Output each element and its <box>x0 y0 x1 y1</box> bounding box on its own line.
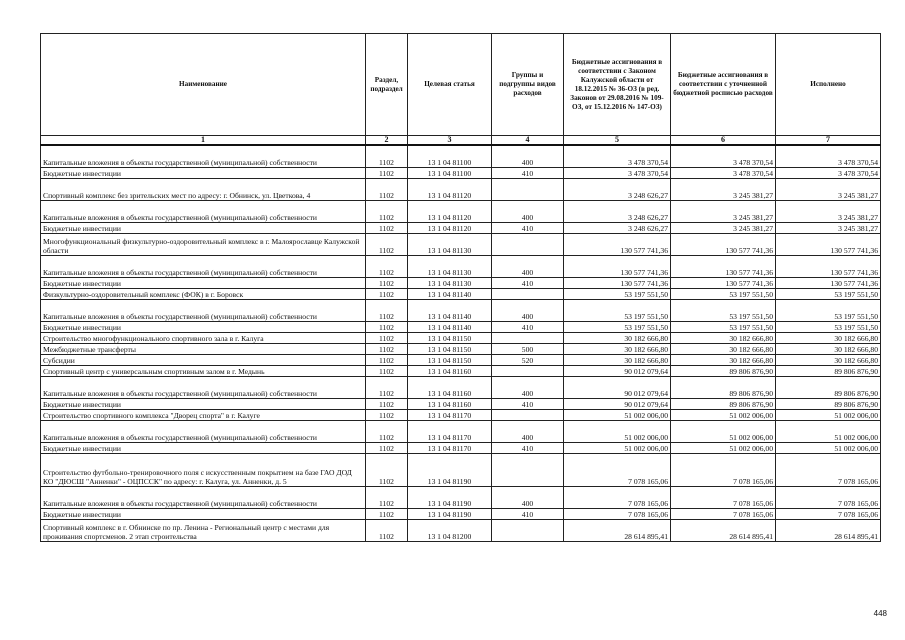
row-section: 1102 <box>366 486 408 508</box>
row-target-article: 13 1 04 81150 <box>408 332 492 343</box>
row-section: 1102 <box>366 321 408 332</box>
row-name: Капитальные вложения в объекты государственной (муниципальной) собственности <box>41 145 366 167</box>
table-row <box>41 178 881 200</box>
row-name: Спортивный центр с универсальным спортивным залом в г. Медынь <box>41 365 366 376</box>
row-expense-group <box>492 288 564 299</box>
header-target-article: Целевая статья <box>408 34 492 136</box>
row-law-allocation: 53 197 551,50 <box>564 299 671 321</box>
row-target-article: 13 1 04 81140 <box>408 299 492 321</box>
row-target-article: 13 1 04 81190 <box>408 486 492 508</box>
row-law-allocation: 7 078 165,06 <box>564 453 671 486</box>
row-target-article: 13 1 04 81160 <box>408 365 492 376</box>
row-executed: 30 182 666,80 <box>776 332 881 343</box>
row-name: Спортивный комплекс в г. Обнинске по пр. Ленина - Региональный центр с местами для проживания спортсменов. 2 этап строительства <box>41 519 366 541</box>
row-refined-allocation: 30 182 666,80 <box>671 354 776 365</box>
row-law-allocation: 53 197 551,50 <box>564 288 671 299</box>
row-name: Капитальные вложения в объекты государственной (муниципальной) собственности <box>41 200 366 222</box>
row-executed: 3 478 370,54 <box>776 145 881 167</box>
row-target-article: 13 1 04 81130 <box>408 277 492 288</box>
row-target-article: 13 1 04 81140 <box>408 321 492 332</box>
column-number: 5 <box>564 136 671 146</box>
row-executed: 130 577 741,36 <box>776 255 881 277</box>
table-row <box>41 321 881 332</box>
row-refined-allocation: 28 614 895,41 <box>671 519 776 541</box>
row-refined-allocation: 30 182 666,80 <box>671 332 776 343</box>
row-expense-group <box>492 233 564 255</box>
row-name: Субсидии <box>41 354 366 365</box>
row-target-article: 13 1 04 81150 <box>408 343 492 354</box>
row-refined-allocation: 3 478 370,54 <box>671 167 776 178</box>
table-row <box>41 167 881 178</box>
row-refined-allocation: 3 245 381,27 <box>671 222 776 233</box>
table-row <box>41 365 881 376</box>
row-target-article: 13 1 04 81130 <box>408 233 492 255</box>
row-expense-group: 520 <box>492 354 564 365</box>
row-section: 1102 <box>366 420 408 442</box>
row-section: 1102 <box>366 343 408 354</box>
row-name: Капитальные вложения в объекты государственной (муниципальной) собственности <box>41 486 366 508</box>
row-section: 1102 <box>366 233 408 255</box>
row-section: 1102 <box>366 376 408 398</box>
row-law-allocation: 3 478 370,54 <box>564 145 671 167</box>
row-section: 1102 <box>366 200 408 222</box>
budget-table <box>40 33 881 542</box>
row-section: 1102 <box>366 442 408 453</box>
row-name: Капитальные вложения в объекты государственной (муниципальной) собственности <box>41 420 366 442</box>
row-law-allocation: 130 577 741,36 <box>564 233 671 255</box>
row-expense-group: 410 <box>492 321 564 332</box>
row-law-allocation: 7 078 165,06 <box>564 508 671 519</box>
row-expense-group: 410 <box>492 442 564 453</box>
row-expense-group <box>492 178 564 200</box>
row-law-allocation: 90 012 079,64 <box>564 376 671 398</box>
row-expense-group: 500 <box>492 343 564 354</box>
row-expense-group: 400 <box>492 200 564 222</box>
row-law-allocation: 51 002 006,00 <box>564 442 671 453</box>
row-target-article: 13 1 04 81120 <box>408 178 492 200</box>
row-target-article: 13 1 04 81170 <box>408 442 492 453</box>
column-number: 6 <box>671 136 776 146</box>
header-name: Наименование <box>41 34 366 136</box>
row-executed: 89 806 876,90 <box>776 398 881 409</box>
row-executed: 51 002 006,00 <box>776 409 881 420</box>
table-row <box>41 200 881 222</box>
row-executed: 3 478 370,54 <box>776 167 881 178</box>
row-target-article: 13 1 04 81120 <box>408 200 492 222</box>
row-law-allocation: 30 182 666,80 <box>564 332 671 343</box>
table-row <box>41 222 881 233</box>
row-law-allocation: 3 248 626,27 <box>564 178 671 200</box>
table-row <box>41 288 881 299</box>
row-name: Капитальные вложения в объекты государственной (муниципальной) собственности <box>41 376 366 398</box>
table-row <box>41 442 881 453</box>
row-refined-allocation: 89 806 876,90 <box>671 365 776 376</box>
row-expense-group: 410 <box>492 398 564 409</box>
row-executed: 51 002 006,00 <box>776 442 881 453</box>
row-expense-group: 400 <box>492 376 564 398</box>
row-law-allocation: 3 248 626,27 <box>564 222 671 233</box>
row-executed: 28 614 895,41 <box>776 519 881 541</box>
column-number-row <box>41 136 881 146</box>
row-expense-group: 400 <box>492 145 564 167</box>
column-number: 4 <box>492 136 564 146</box>
row-section: 1102 <box>366 332 408 343</box>
table-row <box>41 376 881 398</box>
table-row <box>41 486 881 508</box>
row-executed: 53 197 551,50 <box>776 288 881 299</box>
page-number: 448 <box>873 609 887 618</box>
row-expense-group: 400 <box>492 420 564 442</box>
row-name: Бюджетные инвестиции <box>41 442 366 453</box>
row-name: Бюджетные инвестиции <box>41 167 366 178</box>
row-expense-group: 410 <box>492 222 564 233</box>
row-refined-allocation: 3 478 370,54 <box>671 145 776 167</box>
row-target-article: 13 1 04 81200 <box>408 519 492 541</box>
row-law-allocation: 90 012 079,64 <box>564 365 671 376</box>
row-refined-allocation: 130 577 741,36 <box>671 277 776 288</box>
row-law-allocation: 130 577 741,36 <box>564 255 671 277</box>
table-row <box>41 299 881 321</box>
row-refined-allocation: 7 078 165,06 <box>671 453 776 486</box>
row-executed: 3 245 381,27 <box>776 178 881 200</box>
row-name: Капитальные вложения в объекты государственной (муниципальной) собственности <box>41 255 366 277</box>
row-section: 1102 <box>366 398 408 409</box>
table-row <box>41 409 881 420</box>
row-expense-group <box>492 365 564 376</box>
header-law-allocations: Бюджетные ассигнования в соответствии с Законом Калужской области от 18.12.2015 № 36-ОЗ (в ред. Законов от 29.08.2016 № 109-ОЗ, от 15.12.2016 № 147-ОЗ) <box>564 34 671 136</box>
table-row <box>41 277 881 288</box>
row-name: Бюджетные инвестиции <box>41 277 366 288</box>
row-name: Капитальные вложения в объекты государственной (муниципальной) собственности <box>41 299 366 321</box>
row-law-allocation: 7 078 165,06 <box>564 486 671 508</box>
row-section: 1102 <box>366 508 408 519</box>
row-refined-allocation: 130 577 741,36 <box>671 255 776 277</box>
row-executed: 53 197 551,50 <box>776 321 881 332</box>
row-expense-group <box>492 409 564 420</box>
row-target-article: 13 1 04 81150 <box>408 354 492 365</box>
header-refined-allocations: Бюджетные ассигнования в соответствии с уточненной бюджетной росписью расходов <box>671 34 776 136</box>
table-row <box>41 519 881 541</box>
row-name: Бюджетные инвестиции <box>41 398 366 409</box>
table-row <box>41 453 881 486</box>
header-section: Раздел, подраздел <box>366 34 408 136</box>
row-executed: 51 002 006,00 <box>776 420 881 442</box>
column-number: 3 <box>408 136 492 146</box>
row-name: Физкультурно-оздоровительный комплекс (ФОК) в г. Боровск <box>41 288 366 299</box>
row-name: Строительство футбольно-тренировочного поля с искусственным покрытием на базе ГАО ДОД КО "ДЮСШ "Анненки" - ОЦПССК" по адресу: г. Калуга, ул. Анненки, д. 5 <box>41 453 366 486</box>
row-refined-allocation: 30 182 666,80 <box>671 343 776 354</box>
row-executed: 7 078 165,06 <box>776 508 881 519</box>
column-number: 1 <box>41 136 366 146</box>
row-target-article: 13 1 04 81100 <box>408 145 492 167</box>
row-executed: 7 078 165,06 <box>776 453 881 486</box>
row-executed: 7 078 165,06 <box>776 486 881 508</box>
row-target-article: 13 1 04 81160 <box>408 398 492 409</box>
row-target-article: 13 1 04 81170 <box>408 409 492 420</box>
table-body <box>41 145 881 541</box>
row-section: 1102 <box>366 365 408 376</box>
row-executed: 30 182 666,80 <box>776 354 881 365</box>
table-row <box>41 420 881 442</box>
row-section: 1102 <box>366 222 408 233</box>
table-row <box>41 343 881 354</box>
table-row <box>41 255 881 277</box>
header-row <box>41 34 881 136</box>
row-section: 1102 <box>366 453 408 486</box>
row-section: 1102 <box>366 277 408 288</box>
row-target-article: 13 1 04 81160 <box>408 376 492 398</box>
table-row <box>41 508 881 519</box>
row-section: 1102 <box>366 145 408 167</box>
row-law-allocation: 3 478 370,54 <box>564 167 671 178</box>
row-target-article: 13 1 04 81170 <box>408 420 492 442</box>
row-refined-allocation: 130 577 741,36 <box>671 233 776 255</box>
row-name: Спортивный комплекс без зрительских мест по адресу: г. Обнинск, ул. Цветкова, 4 <box>41 178 366 200</box>
row-law-allocation: 90 012 079,64 <box>564 398 671 409</box>
row-refined-allocation: 89 806 876,90 <box>671 376 776 398</box>
row-expense-group: 410 <box>492 167 564 178</box>
row-refined-allocation: 7 078 165,06 <box>671 486 776 508</box>
table-row <box>41 233 881 255</box>
table-row <box>41 398 881 409</box>
row-section: 1102 <box>366 178 408 200</box>
row-name: Бюджетные инвестиции <box>41 508 366 519</box>
row-executed: 3 245 381,27 <box>776 222 881 233</box>
row-law-allocation: 51 002 006,00 <box>564 420 671 442</box>
row-refined-allocation: 3 245 381,27 <box>671 178 776 200</box>
row-target-article: 13 1 04 81190 <box>408 453 492 486</box>
row-section: 1102 <box>366 167 408 178</box>
row-expense-group: 410 <box>492 277 564 288</box>
row-law-allocation: 51 002 006,00 <box>564 409 671 420</box>
row-executed: 3 245 381,27 <box>776 200 881 222</box>
row-executed: 130 577 741,36 <box>776 277 881 288</box>
row-refined-allocation: 53 197 551,50 <box>671 299 776 321</box>
row-expense-group <box>492 519 564 541</box>
row-executed: 89 806 876,90 <box>776 376 881 398</box>
table-row <box>41 332 881 343</box>
row-section: 1102 <box>366 288 408 299</box>
row-name: Бюджетные инвестиции <box>41 321 366 332</box>
row-law-allocation: 3 248 626,27 <box>564 200 671 222</box>
row-executed: 130 577 741,36 <box>776 233 881 255</box>
row-expense-group <box>492 332 564 343</box>
row-law-allocation: 30 182 666,80 <box>564 354 671 365</box>
row-refined-allocation: 53 197 551,50 <box>671 321 776 332</box>
table-row <box>41 145 881 167</box>
row-law-allocation: 130 577 741,36 <box>564 277 671 288</box>
header-executed: Исполнено <box>776 34 881 136</box>
row-executed: 30 182 666,80 <box>776 343 881 354</box>
row-executed: 89 806 876,90 <box>776 365 881 376</box>
row-law-allocation: 53 197 551,50 <box>564 321 671 332</box>
header-expense-groups: Группы и подгруппы видов расходов <box>492 34 564 136</box>
row-section: 1102 <box>366 354 408 365</box>
row-target-article: 13 1 04 81190 <box>408 508 492 519</box>
row-expense-group <box>492 453 564 486</box>
row-target-article: 13 1 04 81100 <box>408 167 492 178</box>
row-refined-allocation: 7 078 165,06 <box>671 508 776 519</box>
row-expense-group: 400 <box>492 486 564 508</box>
row-section: 1102 <box>366 255 408 277</box>
table-row <box>41 354 881 365</box>
row-target-article: 13 1 04 81130 <box>408 255 492 277</box>
row-law-allocation: 30 182 666,80 <box>564 343 671 354</box>
row-refined-allocation: 3 245 381,27 <box>671 200 776 222</box>
row-section: 1102 <box>366 409 408 420</box>
row-name: Строительство многофункционального спортивного зала в г. Калуга <box>41 332 366 343</box>
row-section: 1102 <box>366 519 408 541</box>
row-target-article: 13 1 04 81140 <box>408 288 492 299</box>
row-target-article: 13 1 04 81120 <box>408 222 492 233</box>
row-name: Бюджетные инвестиции <box>41 222 366 233</box>
row-expense-group: 400 <box>492 255 564 277</box>
row-section: 1102 <box>366 299 408 321</box>
column-number: 7 <box>776 136 881 146</box>
row-name: Многофункциональный физкультурно-оздоровительный комплекс в г. Малоярославце Калужской области <box>41 233 366 255</box>
row-refined-allocation: 51 002 006,00 <box>671 409 776 420</box>
row-refined-allocation: 89 806 876,90 <box>671 398 776 409</box>
row-expense-group: 410 <box>492 508 564 519</box>
row-executed: 53 197 551,50 <box>776 299 881 321</box>
row-name: Межбюджетные трансферты <box>41 343 366 354</box>
column-number: 2 <box>366 136 408 146</box>
row-law-allocation: 28 614 895,41 <box>564 519 671 541</box>
row-expense-group: 400 <box>492 299 564 321</box>
row-name: Строительство спортивного комплекса "Дворец спорта" в г. Калуге <box>41 409 366 420</box>
row-refined-allocation: 53 197 551,50 <box>671 288 776 299</box>
row-refined-allocation: 51 002 006,00 <box>671 420 776 442</box>
row-refined-allocation: 51 002 006,00 <box>671 442 776 453</box>
